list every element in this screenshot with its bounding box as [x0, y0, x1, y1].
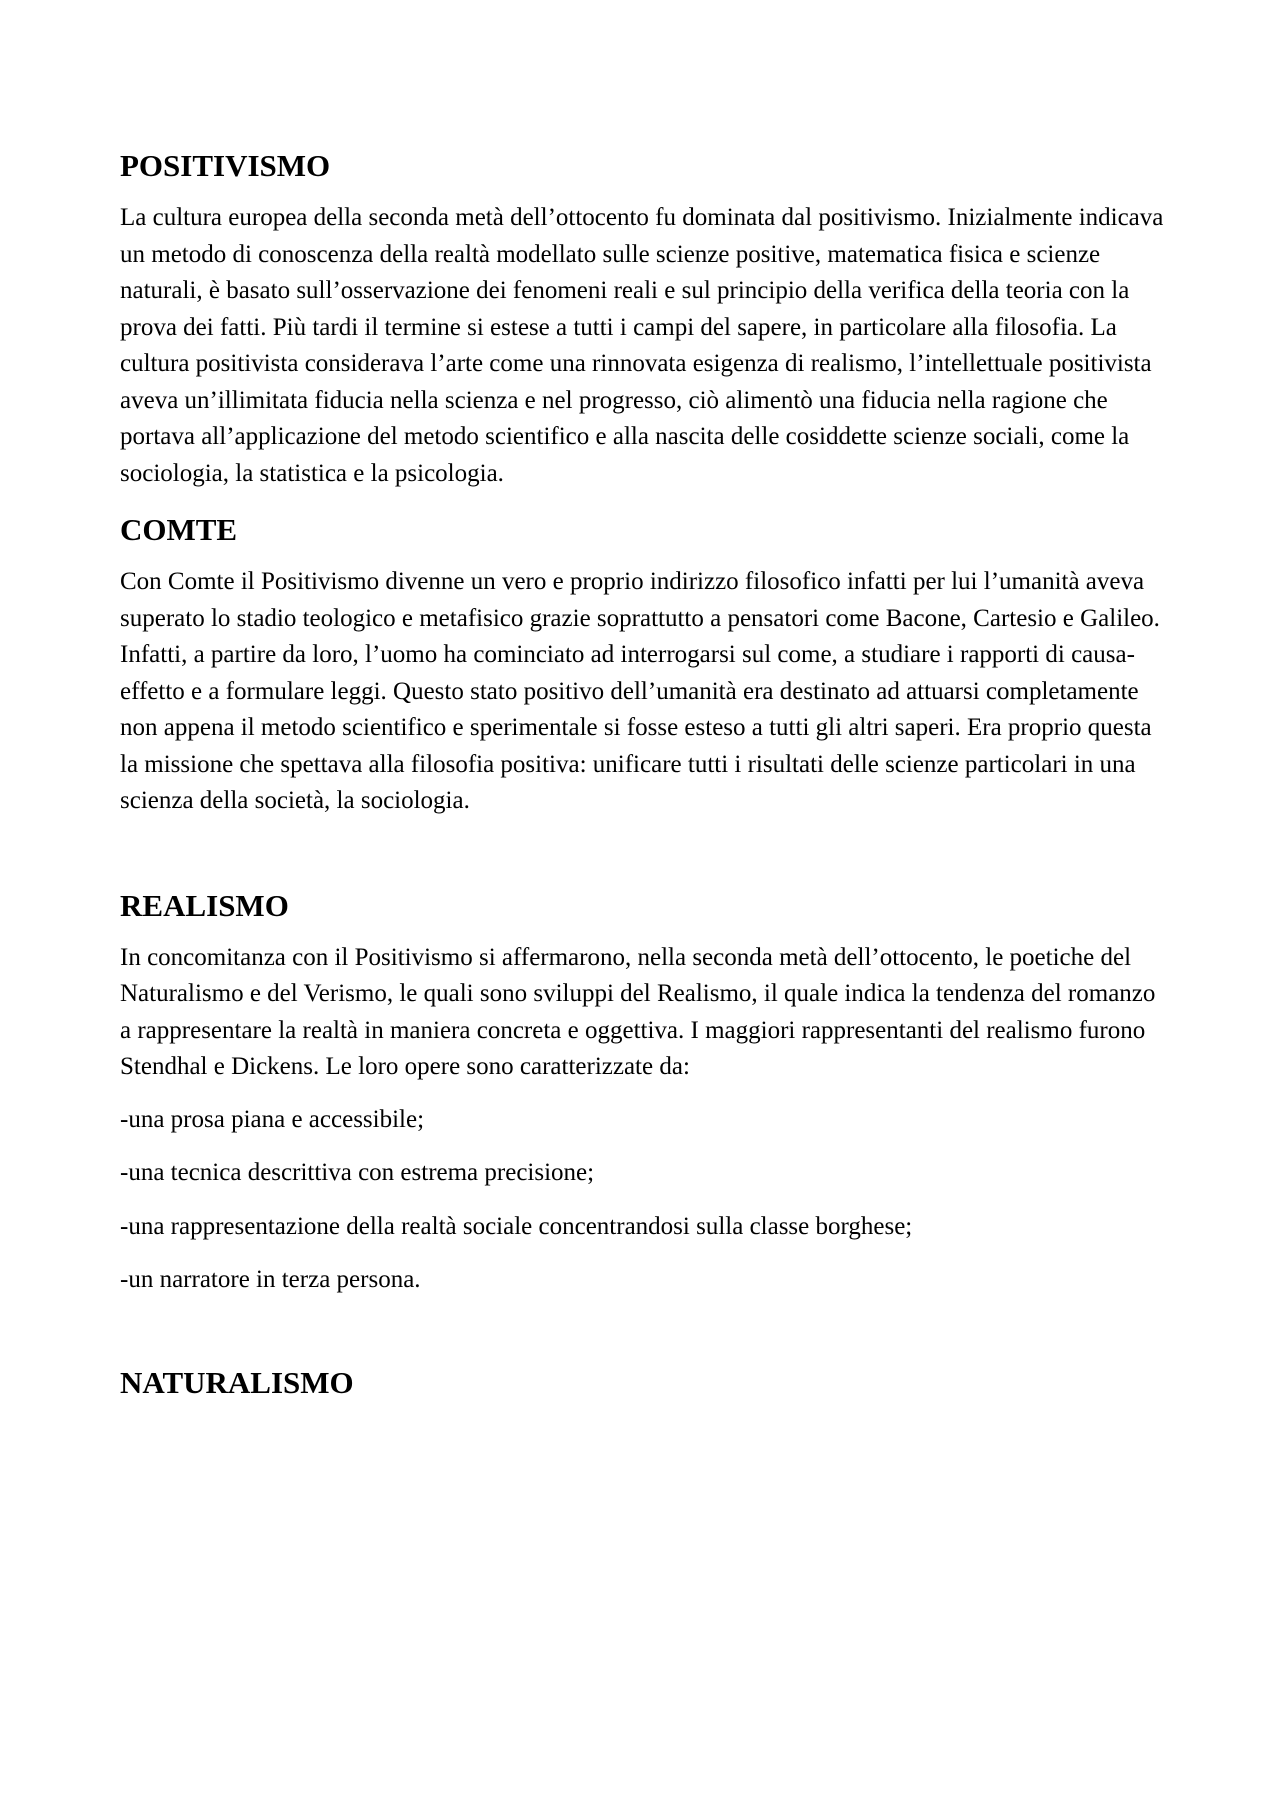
section-realismo: [120, 888, 1165, 1299]
section-heading-positivismo: POSITIVISMO: [120, 148, 331, 183]
list-item: -una tecnica descrittiva con estrema precisione;: [120, 1159, 595, 1186]
section-heading-comte: COMTE: [120, 512, 238, 547]
section-paragraph-realismo: In concomitanza con il Positivismo si affermarono, nella seconda metà dell’ottocento, le poetiche del Naturalismo e del Verismo, le quali sono sviluppi del Realismo, il quale indica la tendenza del romanzo a rappresentare la realtà in maniera concreta e oggettiva. I maggiori rappresentanti del realismo furono Stendhal e Dickens. Le loro opere sono caratterizzate da:: [120, 943, 1156, 1080]
section-naturalismo: [120, 1365, 1165, 1401]
section-comte: [120, 512, 1165, 820]
document-content: [120, 148, 1165, 1417]
realismo-feature-list: [120, 1102, 1165, 1299]
section-paragraph-comte: Con Comte il Positivismo divenne un vero e proprio indirizzo filosofico infatti per lui l’umanità aveva superato lo stadio teologico e metafisico grazie soprattutto a pensatori come Bacone, Cartesio e Galileo. Infatti, a partire da loro, l’uomo ha cominciato ad interrogarsi sul come, a studiare i rapporti di causa-effetto e a formulare leggi. Questo stato positivo dell’umanità era destinato ad attuarsi completamente non appena il metodo scientifico e sperimentale si fosse esteso a tutti gli altri saperi. Era proprio questa la missione che spettava alla filosofia positiva: unificare tutti i risultati delle scienze particolari in una scienza della società, la sociologia.: [120, 568, 1160, 814]
section-heading-realismo: REALISMO: [120, 887, 289, 923]
list-item: -una rappresentazione della realtà sociale concentrandosi sulla classe borghese;: [120, 1212, 913, 1240]
section-positivismo: [120, 148, 1165, 492]
list-item: -una prosa piana e accessibile;: [120, 1105, 425, 1133]
list-item: -un narratore in terza persona.: [120, 1266, 421, 1293]
section-heading-naturalismo: NATURALISMO: [120, 1364, 354, 1400]
section-paragraph-positivismo: La cultura europea della seconda metà dell’ottocento fu dominata dal positivismo. Inizialmente indicava un metodo di conoscenza della realtà modellato sulle scienze positive, matematica fisica e scienze naturali, è basato sull’osservazione dei fenomeni reali e sul principio della verifica della teoria con la prova dei fatti. Più tardi il termine si estese a tutti i campi del sapere, in particolare alla filosofia. La cultura positivista considerava l’arte come una rinnovata esigenza di realismo, l’intellettuale positivista aveva un’illimitata fiducia nella scienza e nel progresso, ciò alimentò una fiducia nella ragione che portava all’applicazione del metodo scientifico e alla nascita delle cosiddette scienze sociali, come la sociologia, la statistica e la psicologia.: [120, 204, 1164, 487]
